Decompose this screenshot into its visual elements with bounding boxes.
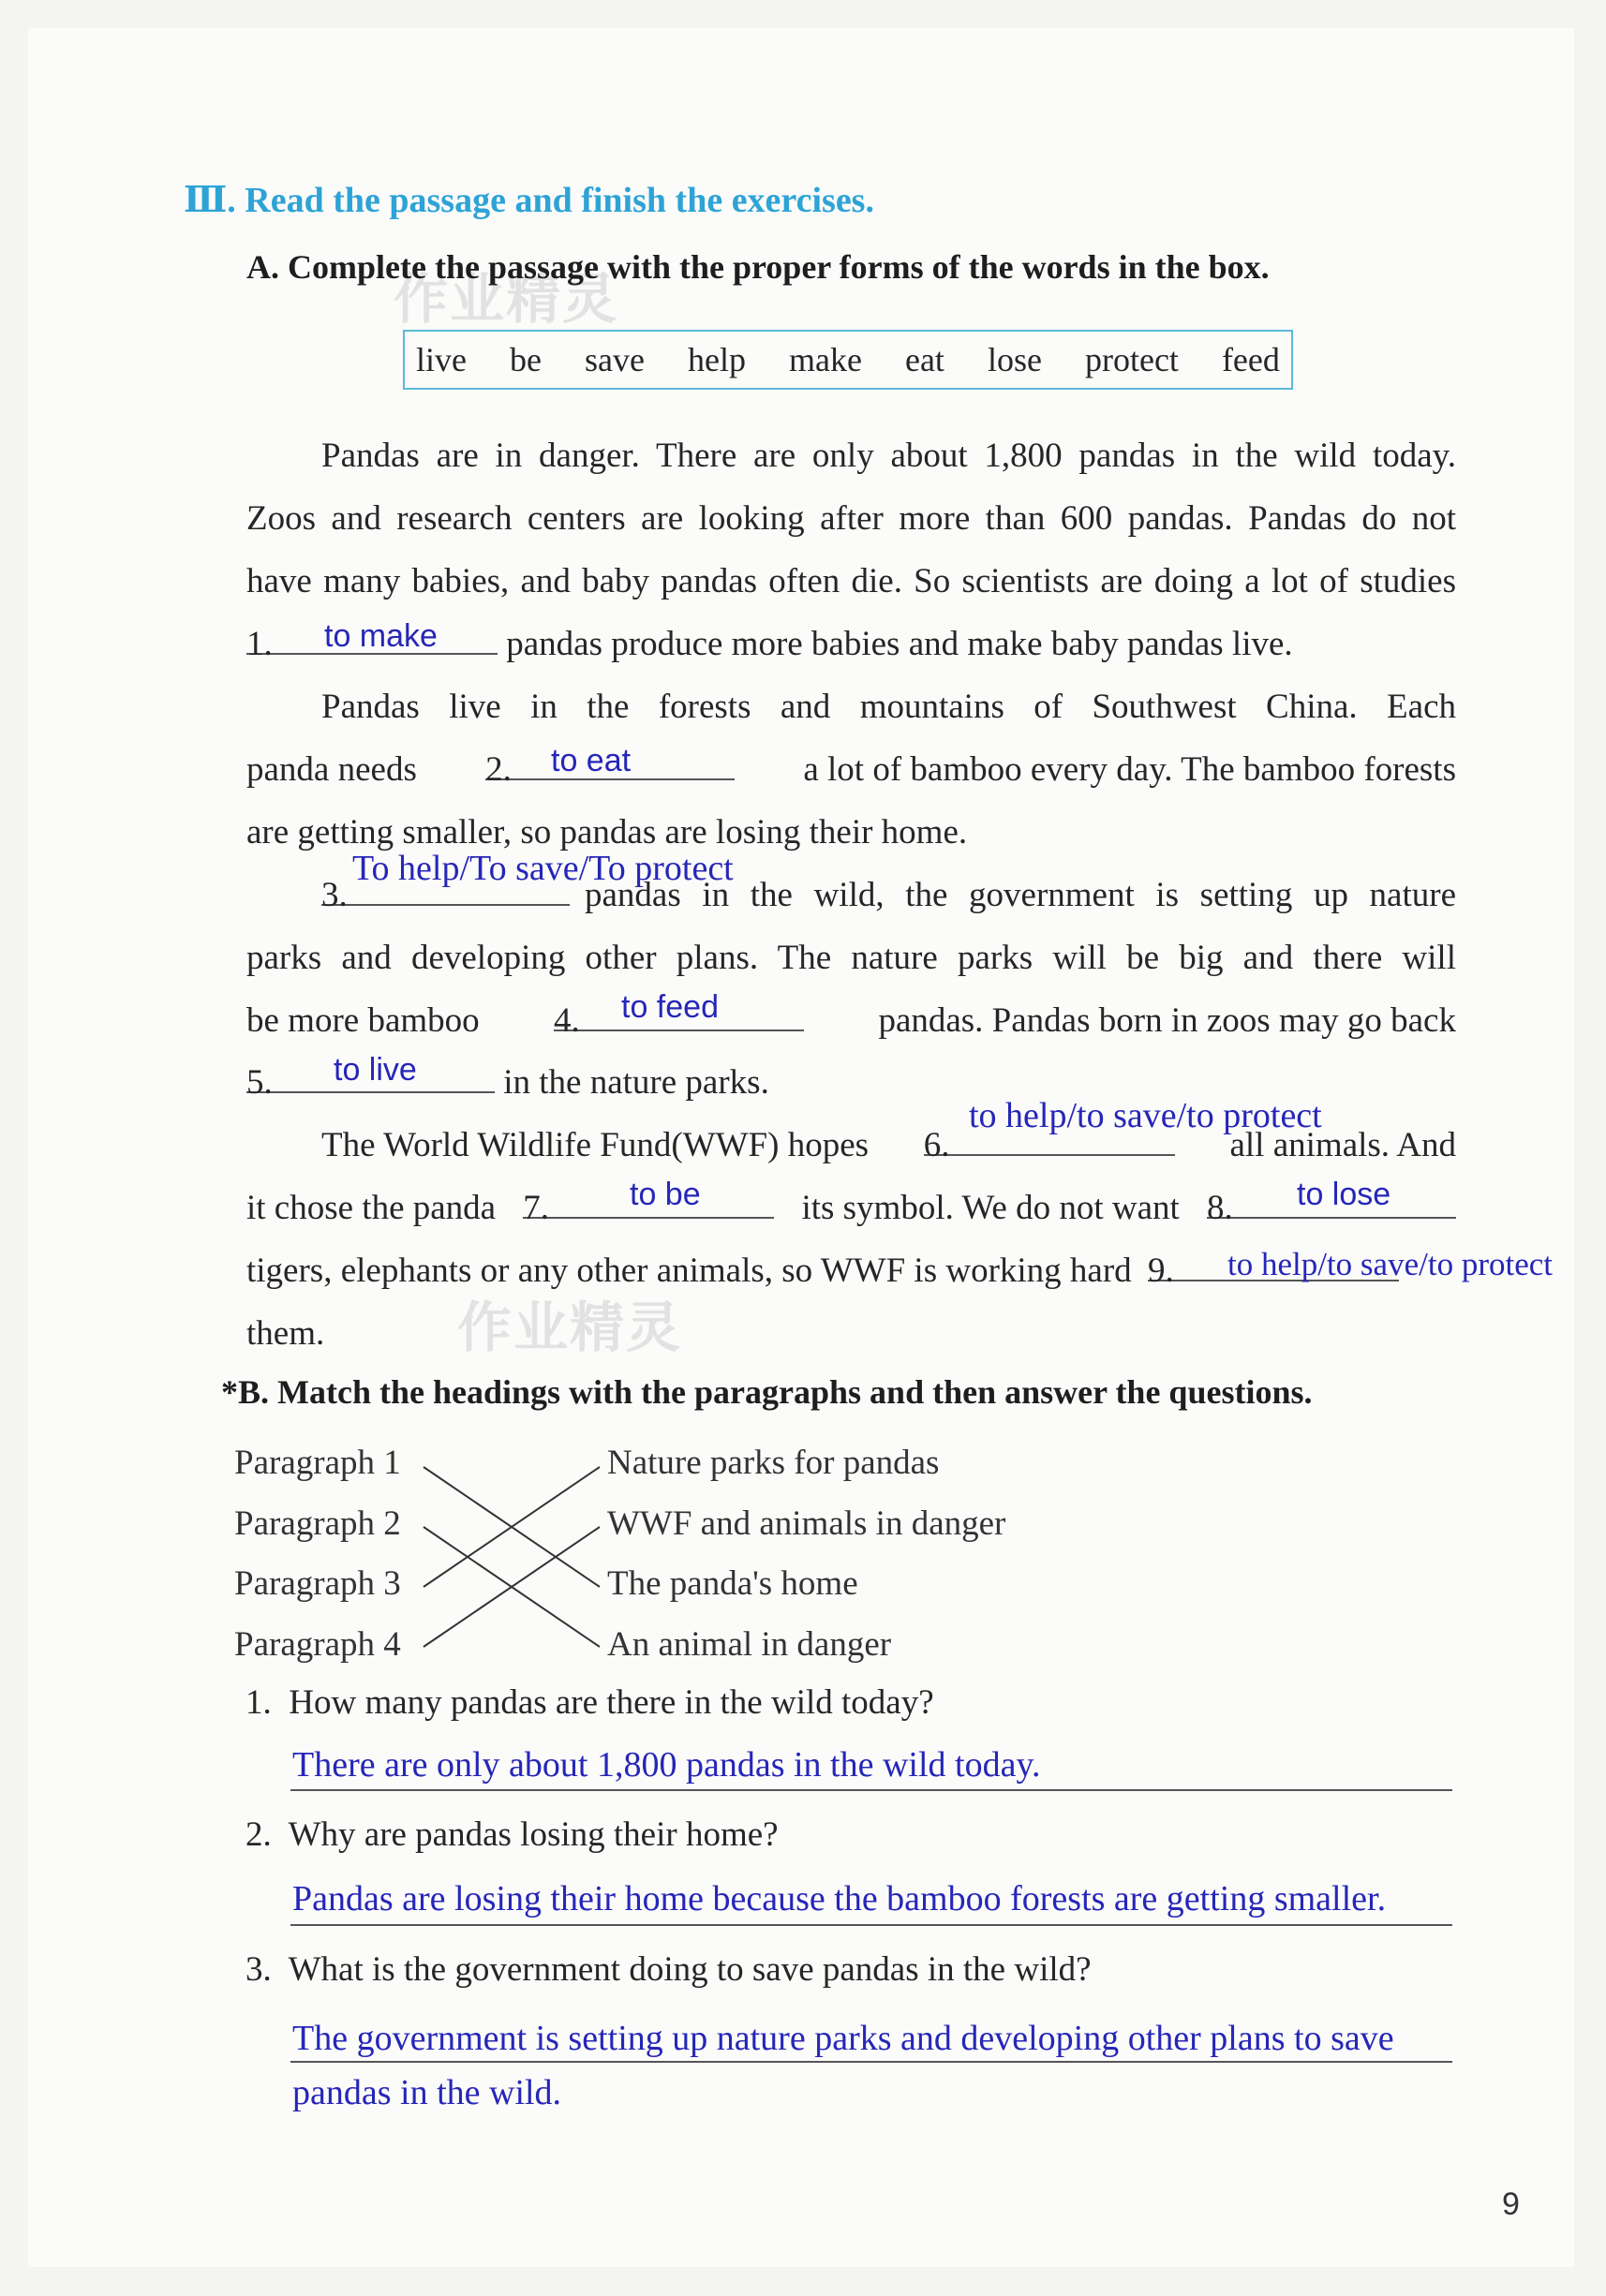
answer-9: to help/to save/to protect xyxy=(1227,1246,1553,1282)
passage-line: Zoos and research centers are looking after more than 600 pandas. Pandas do not xyxy=(246,499,1456,538)
passage-line: parks and developing other plans. The nature parks will be big and there will xyxy=(246,939,1456,977)
question-text: What is the government doing to save pandas in the wild? xyxy=(288,1950,1092,1989)
passage-text: tigers, elephants or any other animals, so WWF is working hard xyxy=(246,1252,1132,1290)
answer-2: to eat xyxy=(551,743,632,778)
paragraph-label: Paragraph 3 xyxy=(234,1564,401,1603)
passage-line: them. xyxy=(246,1314,325,1353)
paragraph-label: Paragraph 4 xyxy=(234,1625,401,1664)
passage-text: in the nature parks. xyxy=(503,1063,769,1102)
question-2 xyxy=(245,1815,779,1855)
word-box xyxy=(403,330,1293,390)
passage-line xyxy=(246,1059,769,1106)
question-answer-3-cont: pandas in the wild. xyxy=(292,2073,562,2112)
answer-8: to lose xyxy=(1297,1177,1391,1212)
passage-line: Pandas are in danger. There are only about 1,800 pandas in the wild today. xyxy=(321,437,1456,475)
blank-number: 1. xyxy=(246,625,273,663)
blank-number: 6. xyxy=(923,1126,950,1164)
passage-line: are getting smaller, so pandas are losing their home. xyxy=(246,813,968,852)
answer-line[interactable] xyxy=(290,2061,1452,2063)
word: save xyxy=(585,341,645,378)
question-number: 2. xyxy=(245,1815,272,1854)
question-answer-3: The government is setting up nature parks and developing other plans to save xyxy=(292,2019,1394,2058)
word: protect xyxy=(1084,341,1179,378)
word: eat xyxy=(904,341,944,378)
passage-text: pandas in the wild, the government is setting up nature xyxy=(585,876,1456,914)
answer-4: to feed xyxy=(621,989,719,1025)
paragraph-label: Paragraph 2 xyxy=(234,1504,401,1543)
answer-6: to help/to save/to protect xyxy=(969,1096,1322,1135)
answer-7: to be xyxy=(630,1177,701,1212)
passage-text: all animals. And xyxy=(1229,1126,1456,1164)
question-number: 3. xyxy=(245,1950,272,1989)
answer-line[interactable] xyxy=(290,1789,1452,1791)
question-number: 1. xyxy=(245,1683,272,1722)
question-text: Why are pandas losing their home? xyxy=(288,1815,779,1854)
passage-text: panda needs xyxy=(246,750,417,789)
question-1 xyxy=(245,1682,934,1723)
passage-line xyxy=(246,1185,1456,1232)
passage-text: its symbol. We do not want xyxy=(801,1189,1180,1227)
word: help xyxy=(687,341,746,378)
part-b-title: *B. Match the headings with the paragraphs and then answer the questions. xyxy=(221,1373,1313,1411)
question-3 xyxy=(245,1949,1092,1990)
heading-label: An animal in danger xyxy=(607,1625,892,1664)
word: be xyxy=(510,341,542,378)
answer-5: to live xyxy=(334,1052,417,1088)
passage-text: pandas. Pandas born in zoos may go back xyxy=(878,1001,1456,1040)
answer-line[interactable] xyxy=(290,1924,1452,1926)
question-answer-1: There are only about 1,800 pandas in the wild today. xyxy=(292,1745,1041,1785)
heading-label: The panda's home xyxy=(607,1564,858,1603)
heading-label: WWF and animals in danger xyxy=(607,1504,1006,1543)
word: lose xyxy=(987,341,1042,378)
watermark: 作业精灵 xyxy=(457,1296,683,1359)
paragraph-label: Paragraph 1 xyxy=(234,1444,401,1482)
passage-text: The World Wildlife Fund(WWF) hopes xyxy=(321,1126,870,1164)
blank-number: 4. xyxy=(554,1001,580,1040)
answer-1: to make xyxy=(324,618,438,654)
page-number: 9 xyxy=(1502,2186,1520,2222)
passage-line: Pandas live in the forests and mountains of Southwest China. Each xyxy=(321,688,1456,726)
heading-label: Nature parks for pandas xyxy=(607,1444,940,1482)
passage-line xyxy=(246,998,1456,1044)
word: live xyxy=(416,341,467,378)
passage-line xyxy=(246,1248,1399,1295)
blank-number: 7. xyxy=(523,1189,550,1227)
blank-number: 8. xyxy=(1206,1189,1233,1227)
passage-line: have many babies, and baby pandas often die. So scientists are doing a lot of studies xyxy=(246,562,1456,600)
answer-3: To help/To save/To protect xyxy=(352,849,734,888)
word: make xyxy=(788,341,862,378)
section-title: Ⅲ. Read the passage and finish the exercises. xyxy=(184,181,874,220)
passage-text: it chose the panda xyxy=(246,1189,497,1227)
blank-number: 5. xyxy=(246,1063,273,1102)
passage-line xyxy=(246,743,1456,793)
part-a-title: A. Complete the passage with the proper forms of the words in the box. xyxy=(246,248,1270,286)
passage-text: a lot of bamboo every day. The bamboo forests xyxy=(803,750,1456,789)
question-answer-2: Pandas are losing their home because the bamboo forests are getting smaller. xyxy=(292,1879,1387,1918)
watermark: 作业精灵 xyxy=(394,267,619,331)
blank-number: 2. xyxy=(485,750,512,789)
passage-text: pandas produce more babies and make baby pandas live. xyxy=(506,625,1293,663)
question-text: How many pandas are there in the wild today? xyxy=(289,1683,934,1722)
blank-number: 3. xyxy=(321,876,348,914)
passage-text: be more bamboo xyxy=(246,1001,480,1040)
blank-number: 9. xyxy=(1147,1252,1174,1290)
word: feed xyxy=(1221,341,1280,378)
